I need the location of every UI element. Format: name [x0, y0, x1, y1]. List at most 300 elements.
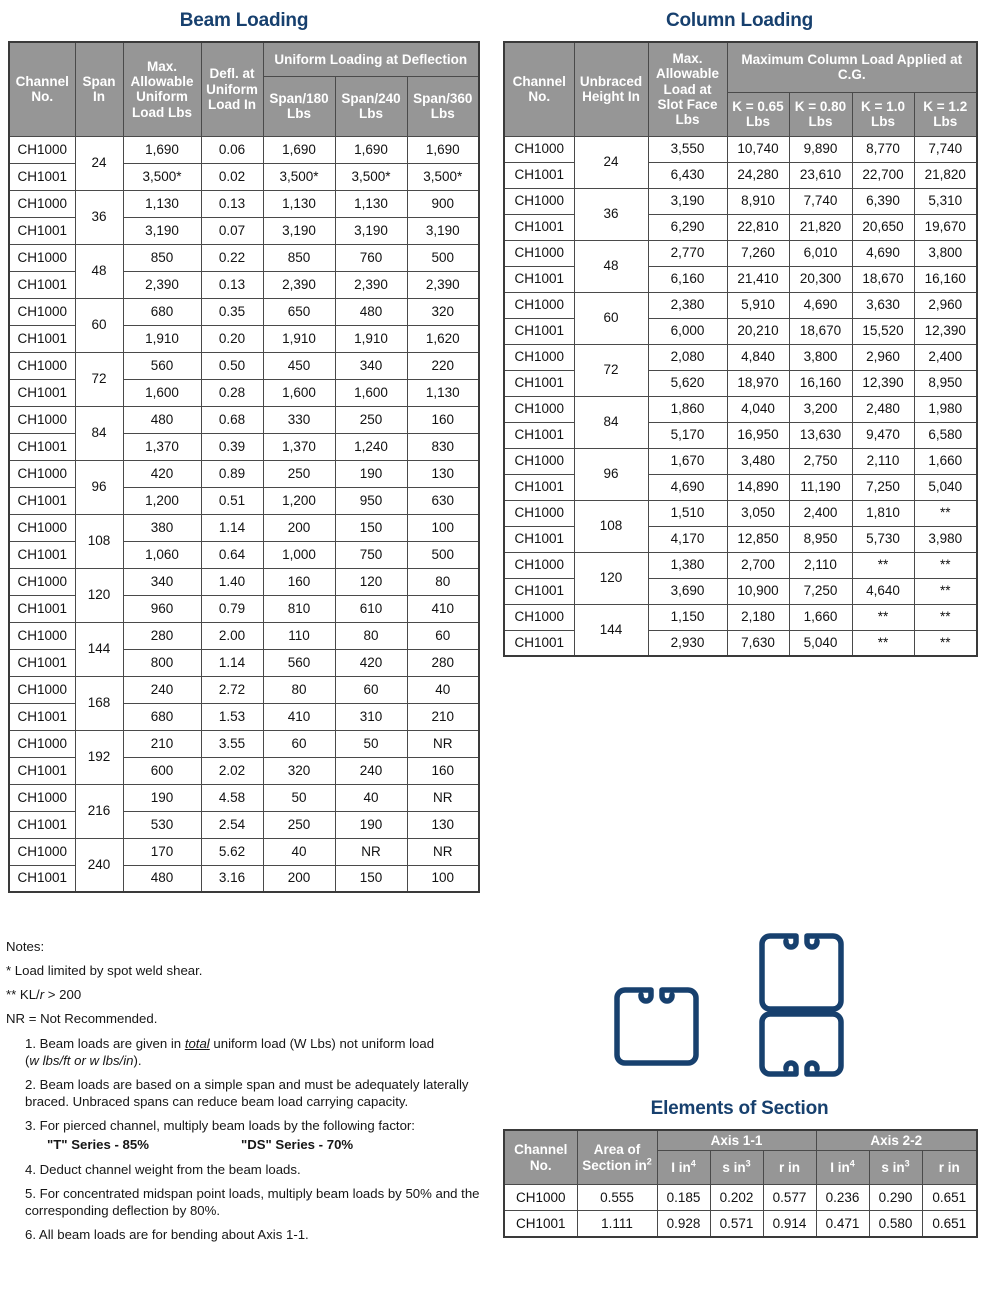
beam-header-span180: Span/180 Lbs [263, 76, 335, 136]
beam-cell-span180: 450 [263, 352, 335, 379]
beam-cell-channel-no: CH1001 [9, 163, 75, 190]
beam-cell-span180: 40 [263, 838, 335, 865]
note-nr: NR = Not Recommended. [6, 1011, 158, 1027]
elements-header-area: Area of Section $in^2$ [577, 1130, 657, 1185]
beam-cell-max-load: 480 [123, 406, 201, 433]
column-cell-k12: 3,800 [914, 240, 977, 266]
beam-cell-deflection: 0.79 [201, 595, 263, 622]
column-header-k080: K = 0.80 Lbs [789, 92, 852, 136]
beam-cell-span240: 750 [335, 541, 407, 568]
beam-cell-span360: 630 [407, 487, 479, 514]
beam-cell-max-load: 1,910 [123, 325, 201, 352]
beam-cell-span180: 250 [263, 811, 335, 838]
column-cell-k10: ** [852, 552, 914, 578]
beam-cell-max-load: 380 [123, 514, 201, 541]
beam-cell-span180: 330 [263, 406, 335, 433]
note-single-asterisk: * Load limited by spot weld shear. [6, 963, 203, 979]
column-cell-k10: 2,480 [852, 396, 914, 422]
column-cell-k080: 23,610 [789, 162, 852, 188]
beam-cell-channel-no: CH1001 [9, 811, 75, 838]
column-cell-k12: 19,670 [914, 214, 977, 240]
column-cell-k080: 2,400 [789, 500, 852, 526]
beam-cell-span360: 500 [407, 244, 479, 271]
column-cell-k065: 12,850 [727, 526, 789, 552]
beam-cell-deflection: 0.06 [201, 136, 263, 163]
elements-cell-area: 0.555 [577, 1185, 657, 1211]
elements-header-axis-2-2: Axis 2-2 [816, 1130, 977, 1151]
elements-header-r-axis2: r in [922, 1151, 977, 1185]
elements-cell-area: 1.111 [577, 1211, 657, 1237]
beam-cell-span360: 3,500* [407, 163, 479, 190]
beam-cell-span360: 80 [407, 568, 479, 595]
beam-cell-channel-no: CH1001 [9, 271, 75, 298]
column-cell-k065: 3,480 [727, 448, 789, 474]
beam-cell-channel-no: CH1000 [9, 676, 75, 703]
beam-cell-deflection: 0.20 [201, 325, 263, 352]
elements-header-i-axis1: I $in^4$ [657, 1151, 710, 1185]
beam-cell-span240: 250 [335, 406, 407, 433]
beam-header-span360: Span/360 Lbs [407, 76, 479, 136]
column-cell-k065: 16,950 [727, 422, 789, 448]
column-cell-k080: 3,200 [789, 396, 852, 422]
beam-cell-deflection: 1.53 [201, 703, 263, 730]
double-channel-icon [762, 936, 841, 1074]
beam-cell-span240: 310 [335, 703, 407, 730]
column-table-row [504, 188, 977, 214]
column-cell-unbraced-height: 72 [574, 344, 648, 396]
elements-header-s-axis1: s $in^3$ [710, 1151, 763, 1185]
beam-cell-span360: 900 [407, 190, 479, 217]
beam-table-row [9, 568, 479, 595]
elements-cell-r-axis1: 0.577 [763, 1185, 816, 1211]
column-cell-k065: 7,630 [727, 630, 789, 656]
column-cell-k065: 7,260 [727, 240, 789, 266]
column-cell-k080: 16,160 [789, 370, 852, 396]
beam-cell-deflection: 0.64 [201, 541, 263, 568]
beam-cell-max-load: 680 [123, 703, 201, 730]
beam-table-body [9, 136, 479, 892]
beam-table-row [9, 406, 479, 433]
beam-cell-max-load: 240 [123, 676, 201, 703]
elements-table-row [504, 1185, 977, 1211]
beam-cell-max-load: 2,390 [123, 271, 201, 298]
beam-cell-span240: 2,390 [335, 271, 407, 298]
column-cell-k12: ** [914, 604, 977, 630]
column-cell-k065: 8,910 [727, 188, 789, 214]
beam-cell-span180: 60 [263, 730, 335, 757]
beam-cell-max-load: 680 [123, 298, 201, 325]
beam-cell-span360: 130 [407, 460, 479, 487]
beam-cell-max-load: 280 [123, 622, 201, 649]
beam-cell-span: 168 [75, 676, 123, 730]
elements-cell-s-axis1: 0.571 [710, 1211, 763, 1237]
note-double-asterisk: ** KL/r > 200 [6, 987, 82, 1003]
beam-header-span240: Span/240 Lbs [335, 76, 407, 136]
beam-header-channel-no: Channel No. [9, 42, 75, 136]
beam-cell-channel-no: CH1001 [9, 325, 75, 352]
beam-cell-span360: NR [407, 730, 479, 757]
beam-cell-channel-no: CH1000 [9, 352, 75, 379]
beam-cell-max-load: 170 [123, 838, 201, 865]
beam-cell-span360: 1,690 [407, 136, 479, 163]
beam-cell-span240: 420 [335, 649, 407, 676]
column-cell-unbraced-height: 120 [574, 552, 648, 604]
column-cell-channel-no: CH1000 [504, 292, 574, 318]
beam-cell-channel-no: CH1000 [9, 784, 75, 811]
beam-cell-span: 48 [75, 244, 123, 298]
column-cell-k080: 4,690 [789, 292, 852, 318]
beam-cell-max-load: 3,190 [123, 217, 201, 244]
column-cell-k12: 7,740 [914, 136, 977, 162]
column-cell-k10: ** [852, 604, 914, 630]
elements-header-axis-1-1: Axis 1-1 [657, 1130, 816, 1151]
column-header-max-load-group: Maximum Column Load Applied at C.G. [727, 42, 977, 92]
beam-cell-channel-no: CH1000 [9, 514, 75, 541]
beam-table-row [9, 190, 479, 217]
elements-header-s-axis2: s $in^3$ [869, 1151, 922, 1185]
beam-cell-deflection: 1.14 [201, 649, 263, 676]
beam-cell-span360: 220 [407, 352, 479, 379]
beam-cell-deflection: 2.02 [201, 757, 263, 784]
column-cell-k080: 1,660 [789, 604, 852, 630]
column-cell-channel-no: CH1001 [504, 214, 574, 240]
beam-cell-span240: 120 [335, 568, 407, 595]
beam-cell-span180: 1,130 [263, 190, 335, 217]
column-table-row [504, 500, 977, 526]
beam-cell-span240: 40 [335, 784, 407, 811]
column-cell-k065: 2,180 [727, 604, 789, 630]
beam-cell-span180: 250 [263, 460, 335, 487]
beam-cell-span: 108 [75, 514, 123, 568]
beam-cell-span240: 150 [335, 514, 407, 541]
beam-cell-channel-no: CH1001 [9, 487, 75, 514]
column-cell-k065: 18,970 [727, 370, 789, 396]
column-cell-k065: 22,810 [727, 214, 789, 240]
beam-cell-max-load: 3,500* [123, 163, 201, 190]
beam-cell-span: 36 [75, 190, 123, 244]
column-cell-channel-no: CH1001 [504, 526, 574, 552]
beam-cell-span: 72 [75, 352, 123, 406]
elements-cell-i-axis2: 0.236 [816, 1185, 869, 1211]
column-cell-slot-face-load: 3,550 [648, 136, 727, 162]
beam-cell-channel-no: CH1001 [9, 217, 75, 244]
beam-cell-span240: 1,130 [335, 190, 407, 217]
beam-table-row [9, 298, 479, 325]
column-table-row [504, 552, 977, 578]
column-cell-k12: 5,040 [914, 474, 977, 500]
column-cell-k10: 12,390 [852, 370, 914, 396]
column-cell-unbraced-height: 60 [574, 292, 648, 344]
column-cell-unbraced-height: 108 [574, 500, 648, 552]
beam-cell-deflection: 0.28 [201, 379, 263, 406]
column-cell-k10: 2,960 [852, 344, 914, 370]
beam-cell-max-load: 190 [123, 784, 201, 811]
column-cell-k12: 8,950 [914, 370, 977, 396]
beam-cell-channel-no: CH1000 [9, 136, 75, 163]
beam-cell-span360: 100 [407, 865, 479, 892]
beam-cell-span360: 2,390 [407, 271, 479, 298]
beam-cell-deflection: 2.00 [201, 622, 263, 649]
column-cell-k12: 16,160 [914, 266, 977, 292]
beam-cell-span180: 650 [263, 298, 335, 325]
column-cell-channel-no: CH1000 [504, 344, 574, 370]
beam-cell-channel-no: CH1001 [9, 379, 75, 406]
beam-header-uniform-loading-group: Uniform Loading at Deflection [263, 42, 479, 76]
column-cell-k080: 20,300 [789, 266, 852, 292]
column-cell-k12: 12,390 [914, 318, 977, 344]
beam-cell-span: 192 [75, 730, 123, 784]
elements-of-section-table [503, 1129, 978, 1238]
beam-cell-span180: 410 [263, 703, 335, 730]
beam-cell-deflection: 3.55 [201, 730, 263, 757]
beam-cell-max-load: 960 [123, 595, 201, 622]
elements-cell-s-axis1: 0.202 [710, 1185, 763, 1211]
beam-cell-span360: 160 [407, 406, 479, 433]
column-cell-k12: 3,980 [914, 526, 977, 552]
beam-cell-channel-no: CH1001 [9, 703, 75, 730]
column-cell-k065: 10,900 [727, 578, 789, 604]
beam-cell-span240: 150 [335, 865, 407, 892]
beam-cell-deflection: 0.68 [201, 406, 263, 433]
beam-cell-max-load: 850 [123, 244, 201, 271]
column-cell-k10: 20,650 [852, 214, 914, 240]
beam-table-row [9, 514, 479, 541]
column-cell-k065: 4,040 [727, 396, 789, 422]
column-loading-section [503, 10, 976, 657]
single-channel-icon [617, 990, 696, 1063]
column-cell-channel-no: CH1000 [504, 136, 574, 162]
column-cell-k12: 6,580 [914, 422, 977, 448]
column-cell-k12: 21,820 [914, 162, 977, 188]
column-cell-slot-face-load: 6,160 [648, 266, 727, 292]
beam-cell-span360: 130 [407, 811, 479, 838]
note-item-4: 4. Deduct channel weight from the beam loads. [25, 1161, 301, 1177]
beam-cell-span180: 1,690 [263, 136, 335, 163]
column-cell-k080: 5,040 [789, 630, 852, 656]
beam-table-row [9, 676, 479, 703]
beam-cell-span180: 1,910 [263, 325, 335, 352]
column-header-k12: K = 1.2 Lbs [914, 92, 977, 136]
column-cell-slot-face-load: 2,080 [648, 344, 727, 370]
column-header-channel-no: Channel No. [504, 42, 574, 136]
column-cell-slot-face-load: 2,930 [648, 630, 727, 656]
column-cell-slot-face-load: 3,690 [648, 578, 727, 604]
notes-section [6, 938, 490, 1250]
column-cell-k080: 6,010 [789, 240, 852, 266]
beam-cell-span360: 320 [407, 298, 479, 325]
beam-cell-span180: 110 [263, 622, 335, 649]
column-cell-unbraced-height: 48 [574, 240, 648, 292]
beam-cell-span240: 760 [335, 244, 407, 271]
beam-cell-max-load: 1,370 [123, 433, 201, 460]
beam-cell-span180: 320 [263, 757, 335, 784]
beam-cell-span240: 610 [335, 595, 407, 622]
beam-cell-deflection: 1.14 [201, 514, 263, 541]
column-cell-k080: 13,630 [789, 422, 852, 448]
beam-cell-channel-no: CH1001 [9, 649, 75, 676]
beam-cell-span180: 3,190 [263, 217, 335, 244]
beam-cell-deflection: 0.13 [201, 271, 263, 298]
beam-cell-span360: 410 [407, 595, 479, 622]
column-cell-k065: 10,740 [727, 136, 789, 162]
beam-cell-channel-no: CH1000 [9, 730, 75, 757]
elements-header-r-axis1: r in [763, 1151, 816, 1185]
beam-cell-max-load: 340 [123, 568, 201, 595]
column-cell-k10: 4,640 [852, 578, 914, 604]
column-cell-k12: 1,660 [914, 448, 977, 474]
column-cell-k080: 9,890 [789, 136, 852, 162]
column-cell-slot-face-load: 4,170 [648, 526, 727, 552]
column-cell-k12: ** [914, 630, 977, 656]
column-cell-channel-no: CH1000 [504, 396, 574, 422]
beam-cell-deflection: 1.40 [201, 568, 263, 595]
beam-cell-span180: 3,500* [263, 163, 335, 190]
column-cell-slot-face-load: 2,380 [648, 292, 727, 318]
beam-cell-span240: 480 [335, 298, 407, 325]
beam-cell-span180: 1,370 [263, 433, 335, 460]
beam-cell-span240: 60 [335, 676, 407, 703]
beam-cell-span360: 1,620 [407, 325, 479, 352]
note-item-6: 6. All beam loads are for bending about Axis 1-1. [25, 1227, 309, 1243]
beam-table-row [9, 136, 479, 163]
column-cell-k10: 6,390 [852, 188, 914, 214]
note-series-factors: "T" Series - 85% "DS" Series - 70% [47, 1137, 354, 1153]
beam-cell-max-load: 210 [123, 730, 201, 757]
elements-cell-i-axis2: 0.471 [816, 1211, 869, 1237]
column-cell-k080: 18,670 [789, 318, 852, 344]
beam-cell-channel-no: CH1001 [9, 433, 75, 460]
column-cell-channel-no: CH1001 [504, 162, 574, 188]
beam-cell-deflection: 2.54 [201, 811, 263, 838]
column-cell-k10: 7,250 [852, 474, 914, 500]
column-cell-channel-no: CH1001 [504, 578, 574, 604]
elements-of-section-title: Elements of Section [650, 1098, 829, 1119]
column-cell-unbraced-height: 24 [574, 136, 648, 188]
beam-cell-channel-no: CH1001 [9, 865, 75, 892]
beam-cell-span: 84 [75, 406, 123, 460]
beam-cell-span: 120 [75, 568, 123, 622]
beam-loading-section [8, 10, 480, 893]
beam-cell-channel-no: CH1001 [9, 757, 75, 784]
beam-cell-span: 144 [75, 622, 123, 676]
column-table-row [504, 344, 977, 370]
column-cell-k065: 3,050 [727, 500, 789, 526]
beam-cell-deflection: 0.51 [201, 487, 263, 514]
column-cell-slot-face-load: 4,690 [648, 474, 727, 500]
column-cell-k065: 14,890 [727, 474, 789, 500]
beam-cell-span360: 60 [407, 622, 479, 649]
beam-table-row [9, 622, 479, 649]
beam-cell-deflection: 4.58 [201, 784, 263, 811]
column-cell-channel-no: CH1001 [504, 370, 574, 396]
beam-cell-span240: 3,500* [335, 163, 407, 190]
beam-cell-span: 60 [75, 298, 123, 352]
beam-header-deflection: Defl. at Uniform Load In [201, 42, 263, 136]
column-cell-k10: 9,470 [852, 422, 914, 448]
column-cell-k10: ** [852, 630, 914, 656]
beam-cell-span240: 3,190 [335, 217, 407, 244]
beam-cell-span180: 50 [263, 784, 335, 811]
column-cell-channel-no: CH1001 [504, 318, 574, 344]
beam-table-row [9, 838, 479, 865]
beam-table-row [9, 460, 479, 487]
column-cell-channel-no: CH1001 [504, 266, 574, 292]
beam-cell-deflection: 2.72 [201, 676, 263, 703]
beam-cell-span180: 200 [263, 865, 335, 892]
elements-cell-channel-no: CH1001 [504, 1211, 577, 1237]
column-cell-channel-no: CH1000 [504, 552, 574, 578]
column-cell-k065: 24,280 [727, 162, 789, 188]
beam-cell-max-load: 1,600 [123, 379, 201, 406]
elements-header-channel-no: Channel No. [504, 1130, 577, 1185]
column-cell-channel-no: CH1000 [504, 240, 574, 266]
note-item-3: 3. For pierced channel, multiply beam loads by the following factor: "T" Series - 85% "DS" Series - 70% [6, 1117, 490, 1153]
beam-cell-span360: 500 [407, 541, 479, 568]
column-cell-unbraced-height: 96 [574, 448, 648, 500]
beam-cell-channel-no: CH1001 [9, 595, 75, 622]
beam-cell-max-load: 530 [123, 811, 201, 838]
column-cell-k12: ** [914, 552, 977, 578]
column-table-body [504, 136, 977, 656]
note-item-2: 2. Beam loads are based on a simple span and must be adequately laterally braced. Unbraced spans can reduce beam load carrying capacity. [25, 1076, 469, 1110]
beam-cell-span240: 50 [335, 730, 407, 757]
beam-cell-span180: 1,200 [263, 487, 335, 514]
column-cell-k10: 2,110 [852, 448, 914, 474]
beam-cell-span180: 850 [263, 244, 335, 271]
beam-cell-span240: 950 [335, 487, 407, 514]
column-cell-k080: 2,110 [789, 552, 852, 578]
column-cell-k065: 4,840 [727, 344, 789, 370]
elements-of-section-section [503, 1098, 976, 1238]
beam-cell-span: 216 [75, 784, 123, 838]
beam-cell-span240: NR [335, 838, 407, 865]
beam-cell-channel-no: CH1000 [9, 190, 75, 217]
beam-cell-span360: 210 [407, 703, 479, 730]
beam-cell-span360: 3,190 [407, 217, 479, 244]
column-cell-unbraced-height: 144 [574, 604, 648, 656]
column-cell-slot-face-load: 6,000 [648, 318, 727, 344]
beam-cell-max-load: 420 [123, 460, 201, 487]
beam-cell-max-load: 1,690 [123, 136, 201, 163]
beam-cell-span360: 100 [407, 514, 479, 541]
beam-cell-channel-no: CH1000 [9, 622, 75, 649]
elements-cell-r-axis1: 0.914 [763, 1211, 816, 1237]
column-cell-channel-no: CH1001 [504, 422, 574, 448]
column-cell-k065: 20,210 [727, 318, 789, 344]
beam-cell-span180: 560 [263, 649, 335, 676]
column-cell-k10: 5,730 [852, 526, 914, 552]
notes-heading: Notes: [6, 939, 45, 954]
column-cell-k12: 5,310 [914, 188, 977, 214]
beam-cell-channel-no: CH1000 [9, 244, 75, 271]
column-cell-k10: 8,770 [852, 136, 914, 162]
column-loading-table [503, 41, 978, 657]
beam-cell-deflection: 0.22 [201, 244, 263, 271]
column-cell-k12: 1,980 [914, 396, 977, 422]
beam-cell-deflection: 0.39 [201, 433, 263, 460]
elements-cell-s-axis2: 0.290 [869, 1185, 922, 1211]
column-cell-unbraced-height: 84 [574, 396, 648, 448]
elements-header-i-axis2: I $in^4$ [816, 1151, 869, 1185]
column-cell-channel-no: CH1000 [504, 500, 574, 526]
column-cell-slot-face-load: 5,170 [648, 422, 727, 448]
column-table-row [504, 448, 977, 474]
beam-cell-deflection: 0.13 [201, 190, 263, 217]
beam-cell-deflection: 5.62 [201, 838, 263, 865]
elements-table-body [504, 1185, 977, 1237]
beam-cell-span180: 160 [263, 568, 335, 595]
column-header-slot-face-load: Max. Allowable Load at Slot Face Lbs [648, 42, 727, 136]
